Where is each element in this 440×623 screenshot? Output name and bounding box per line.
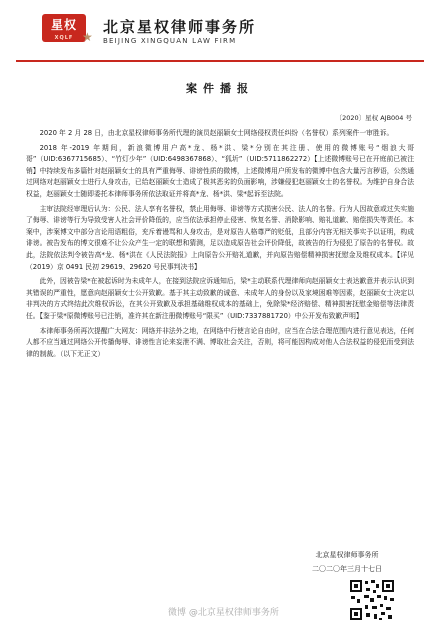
weibo-watermark: 微博 @北京星权律师事务所 [168, 608, 279, 618]
document-number: 〔2020〕星权 AJB004 号 [335, 114, 412, 122]
letterhead [0, 0, 440, 60]
signature-firm: 北京星权律师事务所 [315, 551, 379, 559]
firm-name-en: BEIJING XINGQUAN LAW FIRM [103, 37, 237, 45]
header-divider [16, 60, 424, 62]
logo-text: 星权 [50, 18, 77, 32]
firm-name-cn: 北京星权律师事务所 [103, 18, 257, 36]
logo-subtext: XQLF [54, 35, 74, 41]
firm-logo [42, 14, 86, 42]
paragraph-intro: 2020 年 2 月 28 日，由北京星权律师事务所代理的演员赵丽颖女士网络侵权责任纠纷（名誉权）系列案件一审胜诉。 [39, 129, 394, 137]
qr-code-icon [348, 578, 396, 622]
paragraph-court-opinion: 主审法院经审理后认为：公民、法人享有名誉权，禁止用侮辱、诽谤等方式损害公民、法人的名誉。行为人因故意或过失实施了侮辱、诽谤等行为导致受害人社会评价降低的，应当依法承担停止侵害、恢复名誉、消除影响、赔礼道歉、赔偿损失等责任。本案中，涉案博文中部分言论用语粗俗，充斥着谩骂和人身攻击，是对原告人格尊严的贬低，且部分内容无相关事实予以证明，构成诽谤。被告发布的博文很难不让公众产生一定的联想和猜测，足以造成原告社会评价降低，故被告的行为侵犯了原告的名誉权。故此，法院依法判令被告高*龙、杨*洪在《人民法院报》上向原告公开赔礼道歉，并向原告赔偿精神损害抚慰金及维权成本。【详见（2019）京 0491 民初 29619、29620 号民事判决书】 [26, 204, 414, 271]
star-icon: ★ [82, 30, 93, 44]
paragraph-reminder: 本律师事务所再次提醒广大网友：网络并非法外之地，在网络中行使言论自由时，应当在合法合理范围内进行意见表达，任何人都不应当通过网络公开传播侮辱、诽谤性言论来妄泄不满、博取社会关注，否则，将可能因构成对他人合法权益的侵犯而受到法律的制裁。（以下无正文） [26, 326, 414, 358]
signature-block [312, 548, 382, 576]
document-title: 案件播报 [186, 82, 254, 95]
paragraph-facts: 2018 年-2019 年期间，新浪微博用户高*龙、杨*洪、梁*分别在其注册、使用的微博账号“烟浪大哥哥”（UID:6367715685）、“竹灯少年”（UID:6498367868）、“狐圻”（UID:5711862272）【上述微博账号已在开庭前已被注销】中持续发布多篇针对赵丽颖女士的具有严重侮辱、诽谤性质的微博，上述微博用户所发布的微博中包含大量污言秽语，公然通过网络对赵丽颖女士进行人身攻击，已给赵丽颖女士造成了极其恶劣的负面影响，涉嫌侵犯赵丽颖女士的名誉权。为维护自身合法权益，赵丽颖女士随即委托本律师事务所依法取证并将高*龙、杨*洪、梁*起诉至法院。 [26, 143, 414, 198]
paragraph-minor-defendant: 此外，因被告梁*在被起诉时为未成年人，在接到法院应诉通知后，梁*主动联系代理律师向赵丽颖女士表达歉意并表示认识到其错误的严重性，愿意向赵丽颖女士公开致歉。基于其主动致歉的诚意、未成年人的身份以及家境困难等因素，赵丽颖女士决定以非判决的方式终结此次维权诉讼，在其公开致歉及承担基础维权成本的基础上，免除梁*经济赔偿、精神损害抚慰金赔偿等法律责任。【鉴于梁*原微博账号已注销，准许其在新注册微博账号“限买”（UID:7337881720）中公开发布致歉声明】 [26, 277, 414, 320]
signature-date: 二〇二〇年三月十七日 [312, 565, 382, 573]
document-body [26, 128, 414, 362]
